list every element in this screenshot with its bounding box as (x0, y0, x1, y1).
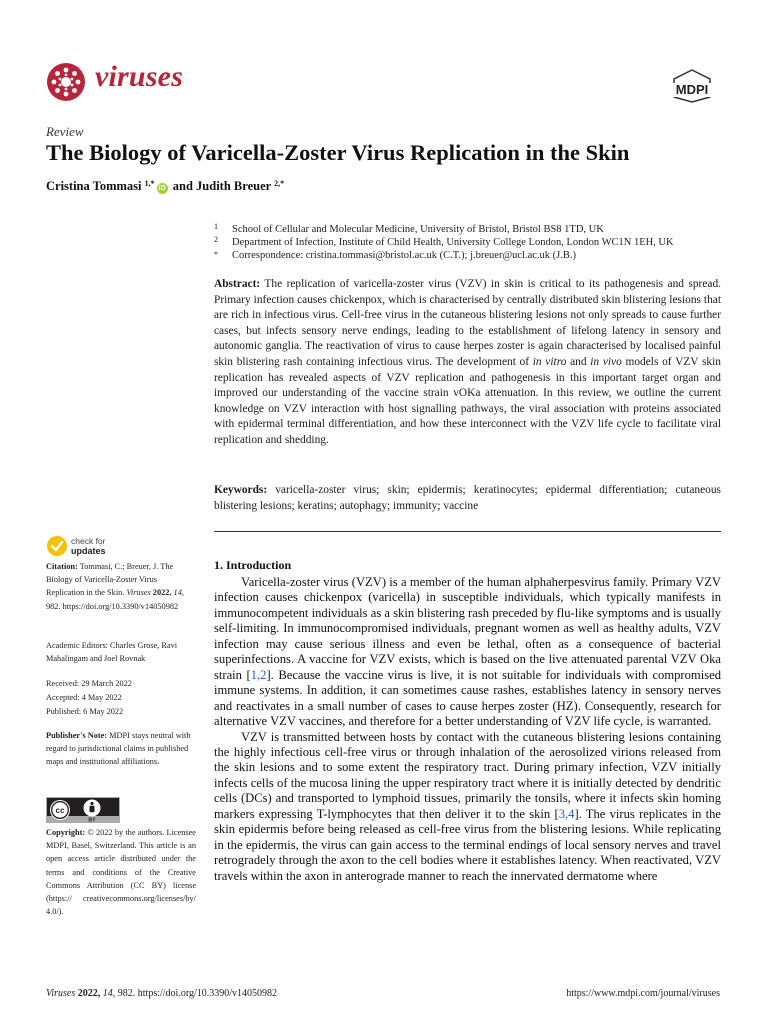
publisher-note (46, 729, 196, 769)
citation-doi[interactable]: 982. https://doi.org/10.3390/v14050982 (46, 601, 179, 611)
mdpi-logo[interactable] (666, 68, 718, 104)
reference-link[interactable]: 3,4 (558, 806, 575, 821)
author-name[interactable]: Cristina Tommasi (46, 179, 142, 193)
virus-icon (46, 62, 86, 102)
accepted-date: Accepted: 4 May 2022 (46, 693, 122, 702)
abstract-label: Abstract: (214, 278, 261, 290)
cc-by-license-badge[interactable] (46, 797, 120, 823)
check-updates-line1: check for (71, 536, 106, 546)
affiliation-num: 2 (214, 235, 218, 244)
journal-name: viruses (95, 60, 184, 93)
section-divider (214, 531, 721, 532)
abstract-text: The replication of varicella-zoster virus (VZV) in skin is critical to its pathogenesis and spread. Primary infection causes chickenpox, which is characterised by centrally distributed skin blistering lesions that are rich in infectious virus. Cell-free virus in the cutaneous blistering lesions not only spreads to cause further cases, but infects sensory nerve endings, leading to the establishment of lifelong latency in sensory and autonomic ganglia. The reactivation of virus to cause herpes zoster is again characterised by localised painful skin blistering rash containing infectious virus. The development of (214, 278, 721, 368)
affiliation-num: * (214, 250, 218, 259)
abstract-italic: in vitro (532, 355, 567, 368)
keywords (214, 483, 721, 514)
abstract (214, 277, 721, 449)
check-for-updates-badge[interactable] (46, 534, 126, 558)
published-date: Published: 6 May 2022 (46, 707, 124, 716)
correspondence-text[interactable]: Correspondence: cristina.tommasi@bristol.ac.uk (C.T.); j.breuer@ucl.ac.uk (J.B.) (232, 250, 576, 261)
article-title: The Biology of Varicella-Zoster Virus Replication in the Skin (46, 140, 630, 165)
footer-journal: Viruses (46, 988, 76, 999)
received-date: Received: 29 March 2022 (46, 679, 132, 688)
publisher-note-label: Publisher's Note: (46, 731, 108, 740)
citation-text: Tommasi, C.; Breuer, J. The Biology of Varicella-Zoster Virus Replication in the Skin. (46, 562, 174, 598)
paragraph-text: VZV is transmitted between hosts by contact with the cutaneous blistering lesions containing the highly infectious cell-free virus or through inhalation of the aerosolized virions released from the skin lesions and to some extent the respiratory tract. During primary infection, VZV initially infects cells of the mucosa lining the upper respiratory tract where it is initially detected by dendritic cells (DCs) and transported to lymphoid tissues, primarily the tonsils, where it infects skin homing markers expressing T-lymphocytes that then deliver it to the skin [ (214, 729, 721, 821)
footer-journal-url[interactable]: https://www.mdpi.com/journal/viruses (566, 988, 720, 999)
citation-vol: 14, (173, 588, 184, 598)
citation-journal: Viruses (126, 588, 151, 598)
copyright-text: © 2022 by the authors. Licensee MDPI, Basel, Switzerland. This article is an open access article distributed under the terms and conditions of the Creative Commons Attribution (CC BY) license (https:// creativecommons.org/licenses/by/ 4.0/). (46, 828, 196, 917)
paragraph-text: Varicella-zoster virus (VZV) is a member of the human alphaherpesvirus family. Primary VZV infection causes chickenpox (varicella) in susceptible individuals, which typically manifests in immunocompetent individuals as a skin blistering rash preceded by flu-like symptoms and is usually self-limiting. In immunocompromised individuals, pregnant women as well as healthy adults, VZV infection may cause serious illness and even be lethal, often as a consequence of bacterial superinfections. A vaccine for VZV exists, which is based on the live attenuated parental VZV Oka strain [ (214, 575, 721, 682)
introduction-body (214, 575, 721, 884)
author-sup: 1,* (144, 179, 155, 188)
author-list (46, 179, 284, 194)
affiliation-text: School of Cellular and Molecular Medicine, University of Bristol, Bristol BS8 1TD, UK (232, 224, 604, 235)
academic-editors: Academic Editors: Charles Grose, Ravi Mahalingam and Joel Rovnak (46, 641, 178, 664)
authors-joiner: and (172, 179, 193, 193)
citation-year: 2022, (152, 588, 172, 598)
mdpi-logo-text: MDPI (675, 82, 709, 97)
abstract-text: and (566, 355, 591, 368)
footer-citation (46, 988, 277, 999)
abstract-text: models of VZV skin replication has revealed aspects of VZV replication and pathogenesis in this important target organ and improved our understanding of the vaccine strain vOKa attenuation. In this review, we outline the current knowledge on VZV interaction with host signalling pathways, the viral association with proteins associated with epidermal terminal differentiation, and how these interconnect with the VZV life cycle to facilitate viral replication and shedding. (214, 355, 721, 446)
footer-year: 2022, (77, 988, 101, 999)
keywords-text: varicella-zoster virus; skin; epidermis; keratinocytes; epidermal differentiation; cutaneous blistering lesions; keratins; autophagy; immunity; vaccine (214, 484, 721, 512)
abstract-italic: in vivo (590, 355, 622, 368)
publisher-note-text: MDPI stays neutral with regard to jurisdictional claims in published maps and institutional affiliations. (46, 731, 191, 767)
affiliation-text: Department of Infection, Institute of Child Health, University College London, London WC1N 1EH, UK (232, 237, 674, 248)
section-heading-introduction: 1. Introduction (214, 558, 292, 572)
paragraph (214, 575, 721, 730)
citation-label: Citation: (46, 562, 78, 571)
keywords-label: Keywords: (214, 484, 268, 496)
footer-doi[interactable]: 982. https://doi.org/10.3390/v14050982 (117, 988, 278, 999)
paragraph (214, 730, 721, 885)
paragraph-text: ]. The virus replicates in the skin epidermis before being released as cell-free virus from the blistering lesions. While replicating in the epidermis, the virus can gain access to the terminal endings of local sensory nerves and travel retrogradely through the axon to the cell bodies where it establishes latency. When reactivated, VZV travels within the axon in anterograde manner to reach the innervated dermatome where (214, 806, 721, 883)
copyright-block (46, 826, 196, 918)
citation-block (46, 560, 196, 613)
affiliation-num: 1 (214, 222, 218, 231)
author-sup: 2,* (274, 179, 285, 188)
cc-badge-text: BY (88, 817, 96, 823)
svg-text:cc: cc (55, 806, 65, 815)
check-updates-line2: updates (71, 546, 106, 556)
article-type: Review (46, 124, 84, 139)
author-name[interactable]: Judith Breuer (196, 179, 271, 193)
reference-link[interactable]: 1,2 (250, 667, 267, 682)
paragraph-text: ]. Because the vaccine virus is live, it is not suitable for individuals with compromised immune systems. In addition, it can sometimes cause rashes, establishes latency in sensory nerves and reactivates in a small number of cases to cause herpes zoster (HZ). Consequently, research for alternative VZV vaccines, and therefore for a better understanding of VZV life cycle, is warranted. (214, 667, 722, 729)
orcid-icon[interactable]: iD (158, 185, 166, 192)
copyright-label: Copyright: (46, 828, 86, 837)
footer-vol: 14, (102, 988, 116, 999)
